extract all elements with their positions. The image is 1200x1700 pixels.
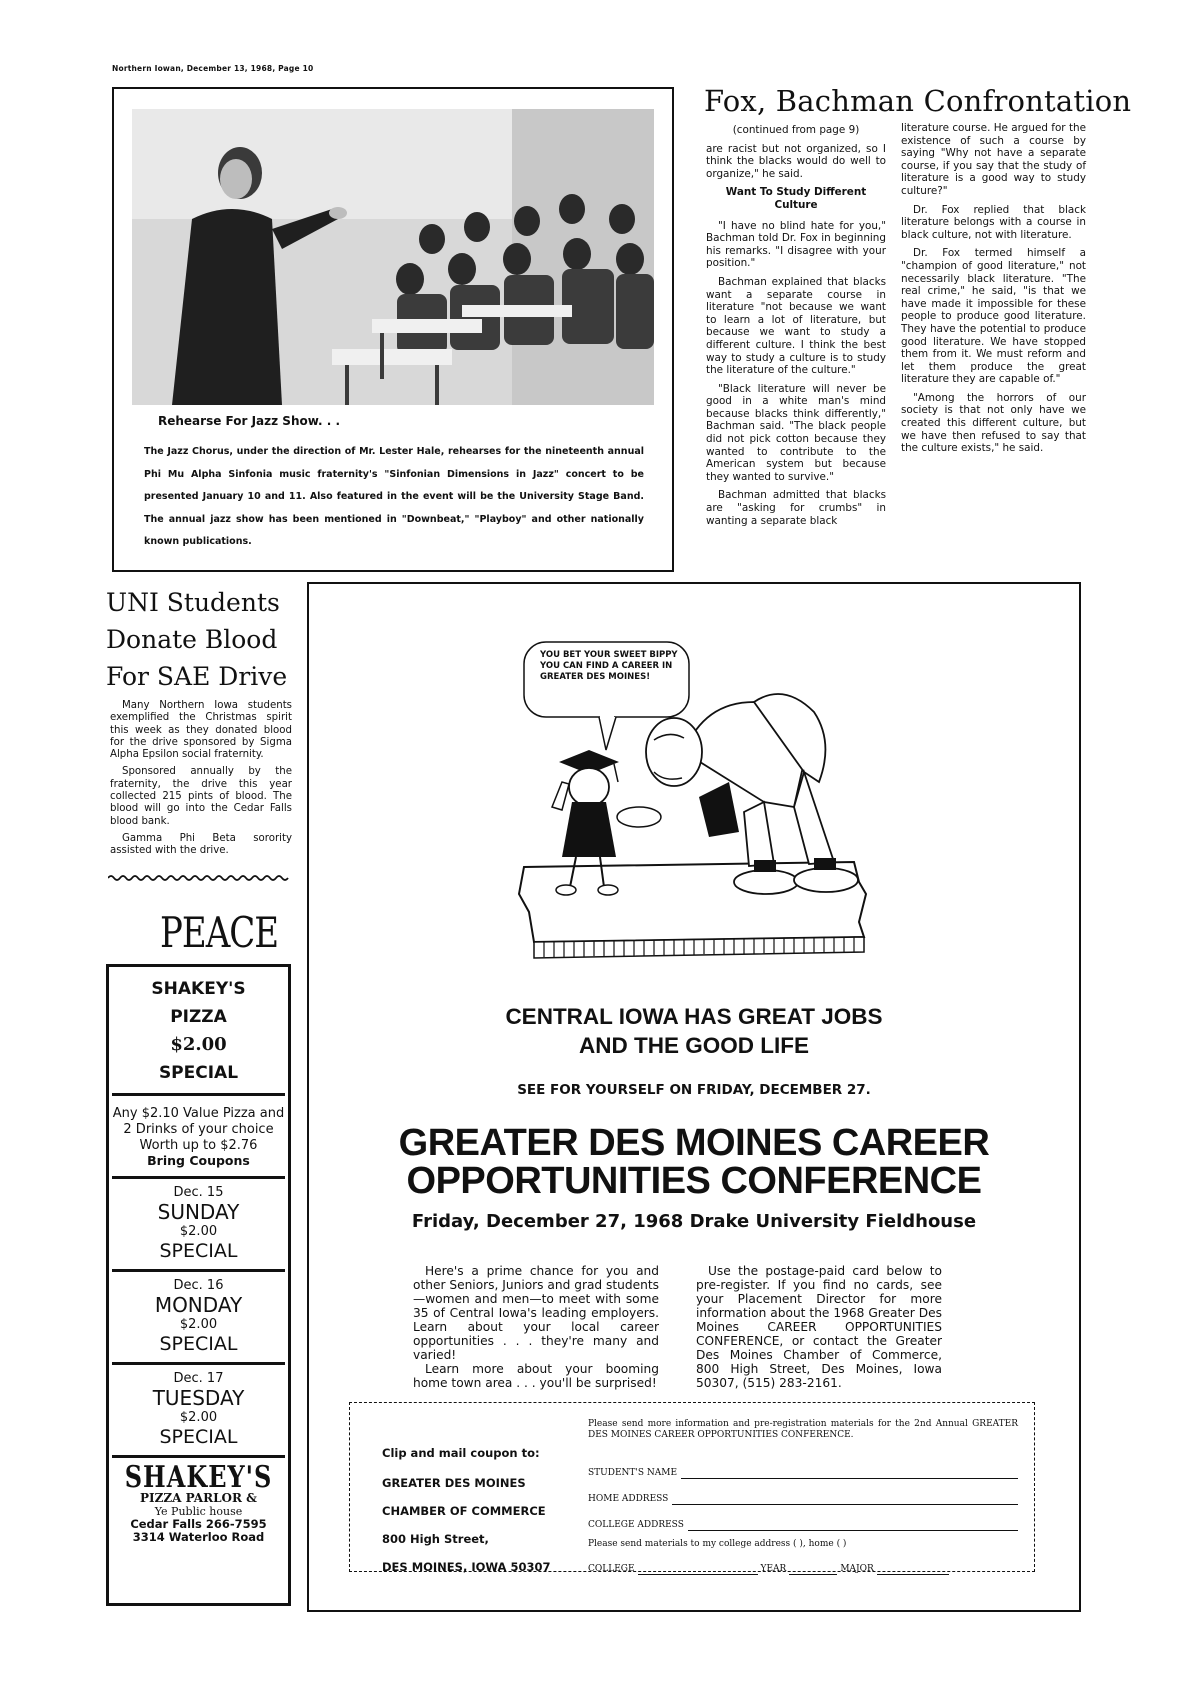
article-paragraph: Dr. Fox termed himself a "champion of good literature," not necessarily black literature. "The real crime," he said, "is that we have made it impossible for these people to produce good literature. They have the potential to produce good literature. We have stopped them from it. We must reform and let them produce the great literature they are capable of." (901, 247, 1086, 386)
headline-line: SHAKEY'S (151, 979, 246, 999)
fill-line (638, 1566, 758, 1575)
special-date: Dec. 16 (173, 1278, 224, 1294)
article-subhead: Want To Study Different Culture (725, 186, 867, 211)
clip-instruction: Clip and mail coupon to: (382, 1446, 540, 1460)
conference-date: Friday, December 27, 1968 Drake University Fieldhouse (411, 1211, 977, 1232)
special-day-name: TUESDAY (152, 1386, 245, 1411)
coupon-address (382, 1439, 562, 1581)
blood-drive-body (110, 700, 292, 863)
article-paragraph: "Black literature will never be good in a white man's mind because blacks think differently," Bachman said. "The black people did not pick cotton because they wanted to contribute to the American system but because they wanted to survive." (706, 382, 886, 483)
article-paragraph: Dr. Fox replied that black literature belongs with a course in black culture, not with literature. (901, 203, 1086, 241)
title-line: OPPORTUNITIES CONFERENCE (406, 1160, 982, 1202)
special-day-name: SUNDAY (157, 1200, 240, 1225)
shakeys-tagline: Ye Public house (154, 1505, 243, 1519)
blood-drive-headline (106, 584, 287, 695)
address-line: CHAMBER OF COMMERCE (382, 1504, 546, 1518)
ad-see-line: SEE FOR YOURSELF ON FRIDAY, DECEMBER 27. (517, 1082, 871, 1098)
article-paragraph: "Among the horrors of our society is that not only have we created this different culture, but we have then refused to say that the culture exists," he said. (901, 391, 1086, 455)
jazz-chorus-photo (132, 109, 654, 405)
special-price: $2.00 (179, 1410, 218, 1426)
offer-text: Any $2.10 Value Pizza and 2 Drinks of your choice Worth up to $2.76 (112, 1106, 285, 1153)
headline-line: CENTRAL IOWA HAS GREAT JOBS (505, 1004, 883, 1029)
speech-bubble-text: YOU BET YOUR SWEET BIPPY YOU CAN FIND A CAREER IN GREATER DES MOINES! (540, 650, 678, 682)
photo-caption-title: Rehearse For Jazz Show. . . (158, 414, 341, 428)
headline-price: $2.00 (170, 1034, 227, 1055)
special-day-name: MONDAY (154, 1293, 243, 1318)
headline-line: UNI Students (106, 588, 280, 617)
special-price: $2.00 (179, 1317, 218, 1333)
article-paragraph: Bachman explained that blacks want a separate course in literature "not because we want to learn a lot of literature, but because we want to study a different culture. I think the best way to study a culture is to study the literature of the culture." (706, 275, 886, 377)
address-line: DES MOINES, IOWA 50307 (382, 1560, 551, 1574)
special-date: Dec. 15 (173, 1185, 224, 1201)
fill-line (681, 1470, 1018, 1479)
ad-column-1 (413, 1264, 659, 1390)
photo-caption-body: The Jazz Chorus, under the direction of Mr. Lester Hale, rehearses for the nineteenth annual Phi Mu Alpha Sinfonia music fraternity's "Sinfonian Dimensions in Jazz" concert to be presented January 10 and 11. Also featured in the event will be the University Stage Band. The annual jazz show has been mentioned in "Downbeat," "Playboy" and other nationally known publications. (144, 446, 644, 547)
career-conference-ad (307, 582, 1081, 1612)
field-label: MAJOR (840, 1564, 874, 1574)
coupon-form (588, 1419, 1018, 1575)
special-price: $2.00 (179, 1224, 218, 1240)
field-label: YEAR (760, 1564, 787, 1574)
ad-column-2 (696, 1264, 942, 1390)
shakeys-phone: Cedar Falls 266-7595 (130, 1517, 267, 1532)
home-address-field[interactable] (588, 1479, 1018, 1505)
shakeys-address: 3314 Waterloo Road (132, 1530, 265, 1545)
photo-feature-box (112, 87, 674, 572)
field-label: STUDENT'S NAME (588, 1468, 678, 1478)
article-paragraph: literature course. He argued for the existence of such a course by saying "Why not have a separate course, if you say that the study of literature is a good way to study culture?" (901, 122, 1086, 197)
fill-line (688, 1522, 1018, 1531)
title-line: GREATER DES MOINES CAREER (398, 1122, 990, 1164)
headline-line: AND THE GOOD LIFE (579, 1033, 809, 1058)
college-address-field[interactable] (588, 1505, 1018, 1531)
address-line: GREATER DES MOINES (382, 1476, 526, 1490)
fox-article-column-1 (706, 124, 886, 533)
special-label: SPECIAL (159, 1333, 238, 1356)
divider (112, 1176, 285, 1179)
ad-headline (309, 1002, 1079, 1060)
ad-paragraph: Learn more about your booming home town area . . . you'll be surprised! (413, 1362, 659, 1390)
fill-line (789, 1566, 837, 1575)
peace-title: PEACE (160, 908, 279, 958)
send-preference[interactable]: Please send materials to my college address ( ), home ( ) (588, 1539, 847, 1549)
article-paragraph: are racist but not organized, so I think the blacks would do well to organize," he said. (706, 142, 886, 180)
article-paragraph: Gamma Phi Beta sorority assisted with the drive. (110, 832, 292, 857)
wavy-divider (108, 872, 291, 884)
article-paragraph: "I have no blind hate for you," Bachman told Dr. Fox in beginning his remarks. "I disagree with your position." (706, 219, 886, 270)
headline-line: PIZZA (170, 1007, 227, 1027)
shakeys-logo-sub: PIZZA PARLOR & (140, 1491, 257, 1506)
mail-coupon[interactable] (349, 1402, 1035, 1572)
bring-coupons: Bring Coupons (147, 1153, 250, 1169)
field-label: COLLEGE ADDRESS (588, 1520, 684, 1530)
divider (112, 1093, 285, 1096)
special-day-sunday (109, 1185, 288, 1263)
college-year-major-fields[interactable] (588, 1564, 1018, 1575)
special-day-monday (109, 1278, 288, 1356)
fox-article-column-2 (901, 122, 1086, 461)
shakeys-offer (109, 1106, 288, 1170)
shakeys-logo: SHAKEY'S (124, 1458, 273, 1495)
article-paragraph: Many Northern Iowa students exemplified the Christmas spirit this week as they donated blood for the drive sponsored by Sigma Alpha Epsilon social fraternity. (110, 700, 292, 761)
field-label: COLLEGE (588, 1564, 635, 1574)
headline-line: For SAE Drive (106, 662, 288, 691)
divider (112, 1269, 285, 1272)
field-label: HOME ADDRESS (588, 1494, 669, 1504)
special-label: SPECIAL (159, 1240, 238, 1263)
page-folio: Northern Iowan, December 13, 1968, Page 10 (112, 64, 314, 73)
headline-line: Donate Blood (106, 625, 278, 654)
continued-note: (continued from page 9) (732, 124, 860, 136)
coupon-intro: Please send more information and pre-registration materials for the 2nd Annual GREATER DES MOINES CAREER OPPORTUNITIES CONFERENCE. (588, 1419, 1018, 1440)
special-label: SPECIAL (159, 1426, 238, 1449)
fox-bachman-headline: Fox, Bachman Confrontation (704, 84, 1132, 118)
fill-line (877, 1566, 949, 1575)
shakeys-pizza-ad (106, 964, 291, 1606)
shakeys-headline (109, 975, 288, 1087)
divider (112, 1362, 285, 1365)
fill-line (672, 1496, 1018, 1505)
ad-paragraph: Use the postage-paid card below to pre-register. If you find no cards, see your Placement Director for more information about the 1968 Greater Des Moines CAREER OPPORTUNITIES CONFERENCE, or contact the Greater Des Moines Chamber of Commerce, 800 High Street, Des Moines, Iowa 50307, (515) 283-2161. (696, 1264, 942, 1390)
special-day-tuesday (109, 1371, 288, 1449)
special-date: Dec. 17 (173, 1371, 224, 1387)
conference-title (309, 1124, 1079, 1200)
cartoon-illustration (504, 632, 904, 982)
student-name-field[interactable] (588, 1453, 1018, 1479)
headline-line: SPECIAL (158, 1063, 239, 1083)
article-paragraph: Bachman admitted that blacks are "asking for crumbs" in wanting a separate black (706, 489, 886, 527)
article-paragraph: Sponsored annually by the fraternity, the drive this year collected 215 pints of blood. The blood will go into the Cedar Falls blood bank. (110, 766, 292, 827)
ad-paragraph: Here's a prime chance for you and other Seniors, Juniors and grad students—women and men—to meet with some 35 of Central Iowa's leading employers. Learn about your local career opportunities . . . they're many and varied! (413, 1264, 659, 1362)
address-line: 800 High Street, (382, 1532, 489, 1546)
